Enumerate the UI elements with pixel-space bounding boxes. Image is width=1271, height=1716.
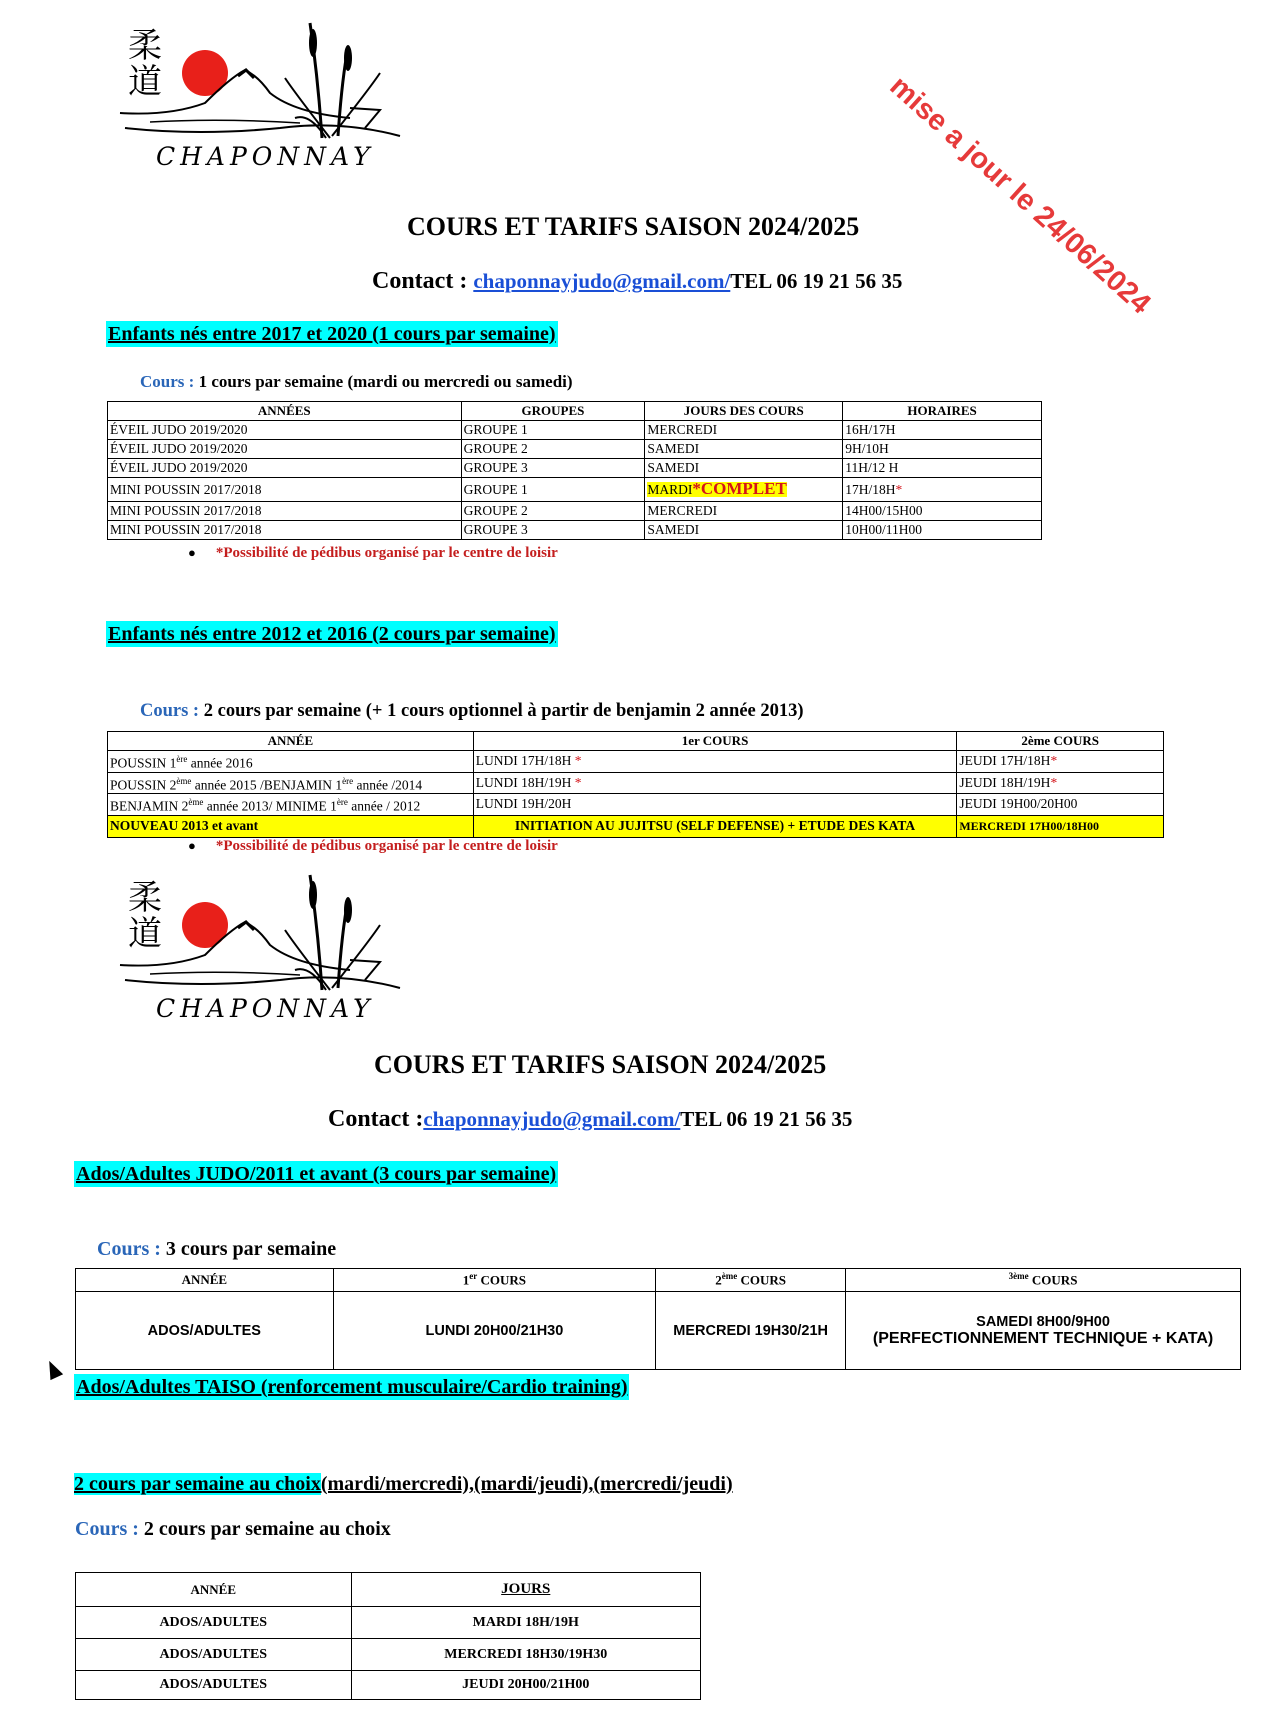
table-row: MINI POUSSIN 2017/2018 GROUPE 1 MARDI*COMPLET 17H/18H*: [108, 478, 1042, 502]
club-name: CHAPONNAY: [156, 994, 375, 1023]
table-row: POUSSIN 1ère année 2016 LUNDI 17H/18H * JEUDI 17H/18H*: [108, 751, 1164, 773]
phone-number: TEL 06 19 21 56 35: [730, 269, 903, 293]
cours-line: Cours : 3 cours par semaine: [97, 1238, 337, 1260]
club-logo: [110, 18, 420, 198]
email-link[interactable]: chaponnayjudo@gmail.com/: [423, 1107, 681, 1131]
table-row: MINI POUSSIN 2017/2018 GROUPE 3 SAMEDI 10H00/11H00: [108, 521, 1042, 540]
table-row: ADOS/ADULTES LUNDI 20H00/21H30 MERCREDI 19H30/21H SAMEDI 8H00/9H00 (PERFECTIONNEMENT TECHNIQUE + KATA): [76, 1292, 1241, 1370]
table-row: ÉVEIL JUDO 2019/2020 GROUPE 3 SAMEDI 11H/12 H: [108, 459, 1042, 478]
table-row: ADOS/ADULTES MERCREDI 18H30/19H30: [76, 1639, 701, 1671]
update-stamp: mise a jour le 24/06/2024: [883, 70, 1157, 321]
table-header: ANNÉE 1er COURS 2ème COURS: [108, 732, 1164, 751]
cours-line: Cours : 1 cours par semaine (mardi ou mercredi ou samedi): [140, 372, 573, 391]
choice-heading: 2 cours par semaine au choix(mardi/mercredi),(mardi/jeudi),(mercredi/jeudi): [74, 1473, 733, 1495]
table-header: ANNÉE 1er COURS 2ème COURS $^{3ème}$ COURS: [76, 1269, 1241, 1292]
table-row: ÉVEIL JUDO 2019/2020 GROUPE 2 SAMEDI 9H/10H: [108, 440, 1042, 459]
cours-line: Cours : 2 cours par semaine au choix: [75, 1518, 391, 1540]
email-link[interactable]: chaponnayjudo@gmail.com/: [473, 269, 731, 293]
table-row: ADOS/ADULTES JEUDI 20H00/21H00: [76, 1671, 701, 1700]
cours-line: Cours : 2 cours par semaine (+ 1 cours optionnel à partir de benjamin 2 année 2013): [140, 701, 804, 721]
mouse-cursor-icon: [43, 1358, 63, 1380]
judo-kanji: 柔 道: [128, 878, 162, 954]
schedule-table-taiso: [75, 1572, 701, 1700]
page-title: COURS ET TARIFS SAISON 2024/2025: [374, 1050, 827, 1079]
table-row: BENJAMIN 2ème année 2013/ MINIME 1ère année / 2012 LUNDI 19H/20H JEUDI 19H00/20H00: [108, 794, 1164, 816]
schedule-table-ados-adultes-judo: [75, 1268, 1241, 1370]
pedibus-note: ● *Possibilité de pédibus organisé par le centre de loisir: [188, 838, 558, 854]
section-heading-ados-adultes-judo: Ados/Adultes JUDO/2011 et avant (3 cours par semaine): [76, 1163, 557, 1185]
section-heading-taiso: Ados/Adultes TAISO (renforcement musculaire/Cardio training): [76, 1376, 628, 1398]
table-row: POUSSIN 2ème année 2015 /BENJAMIN 1ère année /2014 LUNDI 18H/19H * JEUDI 18H/19H*: [108, 772, 1164, 794]
mountain-reed-drawing: [110, 870, 420, 1050]
table-header: ANNÉES GROUPES JOURS DES COURS HORAIRES: [108, 402, 1042, 421]
contact-line: [328, 1106, 852, 1133]
table-row: ÉVEIL JUDO 2019/2020 GROUPE 1 MERCREDI 16H/17H: [108, 421, 1042, 440]
complet-badge: MARDI*COMPLET: [647, 479, 787, 498]
page-title: COURS ET TARIFS SAISON 2024/2025: [407, 212, 860, 241]
judo-kanji: 柔 道: [128, 26, 162, 102]
contact-label: Contact :: [328, 1106, 424, 1132]
contact-line: [372, 268, 902, 295]
table-row-nouveau: NOUVEAU 2013 et avant INITIATION AU JUJITSU (SELF DEFENSE) + ETUDE DES KATA MERCREDI 17H00/18H00: [108, 815, 1164, 837]
pedibus-note: ● *Possibilité de pédibus organisé par le centre de loisir: [188, 545, 558, 561]
table-header: ANNÉE JOURS: [76, 1573, 701, 1607]
schedule-table-children-2017-2020: [107, 401, 1042, 540]
club-name: CHAPONNAY: [156, 142, 375, 171]
mountain-reed-drawing: [110, 18, 420, 198]
contact-label: Contact :: [372, 268, 474, 294]
section-heading-children-2017-2020: Enfants nés entre 2017 et 2020 (1 cours par semaine): [108, 323, 556, 345]
phone-number: TEL 06 19 21 56 35: [680, 1107, 853, 1131]
section-heading-children-2012-2016: Enfants nés entre 2012 et 2016 (2 cours par semaine): [108, 623, 556, 645]
club-logo: [110, 870, 420, 1050]
table-row: MINI POUSSIN 2017/2018 GROUPE 2 MERCREDI 14H00/15H00: [108, 502, 1042, 521]
schedule-table-children-2012-2016: [107, 731, 1164, 838]
table-row: ADOS/ADULTES MARDI 18H/19H: [76, 1607, 701, 1639]
